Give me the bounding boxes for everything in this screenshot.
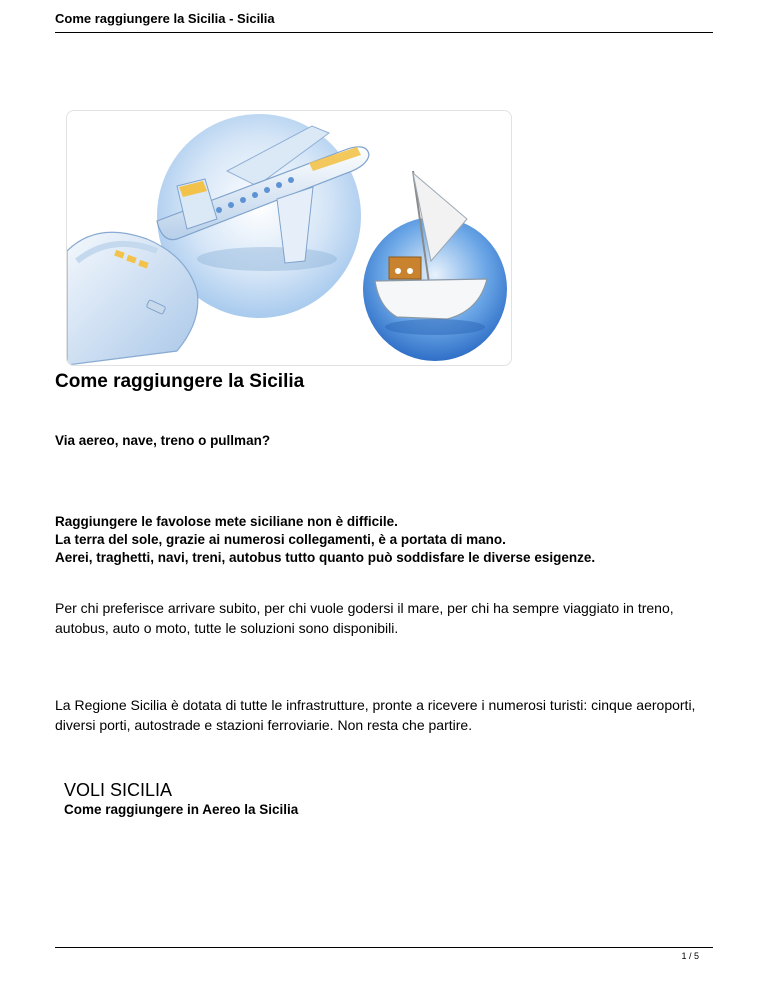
intro-block: [55, 513, 595, 567]
page-header: [55, 10, 713, 33]
travel-plane-train-boat-illustration-icon: [67, 111, 511, 365]
intro-line: La terra del sole, grazie ai numerosi collegamenti, è a portata di mano.: [55, 532, 506, 547]
paragraph-travel-options: Per chi preferisce arrivare subito, per chi vuole godersi il mare, per chi ha sempre viaggiato in treno, autobus, auto o moto, tutte le soluzioni sono disponibili.: [55, 600, 674, 636]
intro-line: Raggiungere le favolose mete siciliane non è difficile.: [55, 514, 398, 529]
header-title: Come raggiungere la Sicilia - Sicilia: [55, 11, 275, 26]
section-subtitle: Come raggiungere in Aereo la Sicilia: [64, 802, 299, 817]
article-title: Come raggiungere la Sicilia: [55, 371, 305, 392]
section-title: VOLI SICILIA: [64, 780, 173, 800]
hero-image: [66, 110, 512, 366]
page-number: 1 / 5: [681, 951, 699, 961]
paragraph-infrastructure: La Regione Sicilia è dotata di tutte le infrastrutture, pronte a ricevere i numerosi turisti: cinque aeroporti, diversi porti, autostrade e stazioni ferroviarie. Non resta che partire.: [55, 697, 696, 733]
intro-line: Aerei, traghetti, navi, treni, autobus tutto quanto può soddisfare le diverse esigenze.: [55, 550, 596, 565]
page-footer: [55, 947, 713, 961]
article-subtitle: Via aereo, nave, treno o pullman?: [55, 433, 271, 448]
